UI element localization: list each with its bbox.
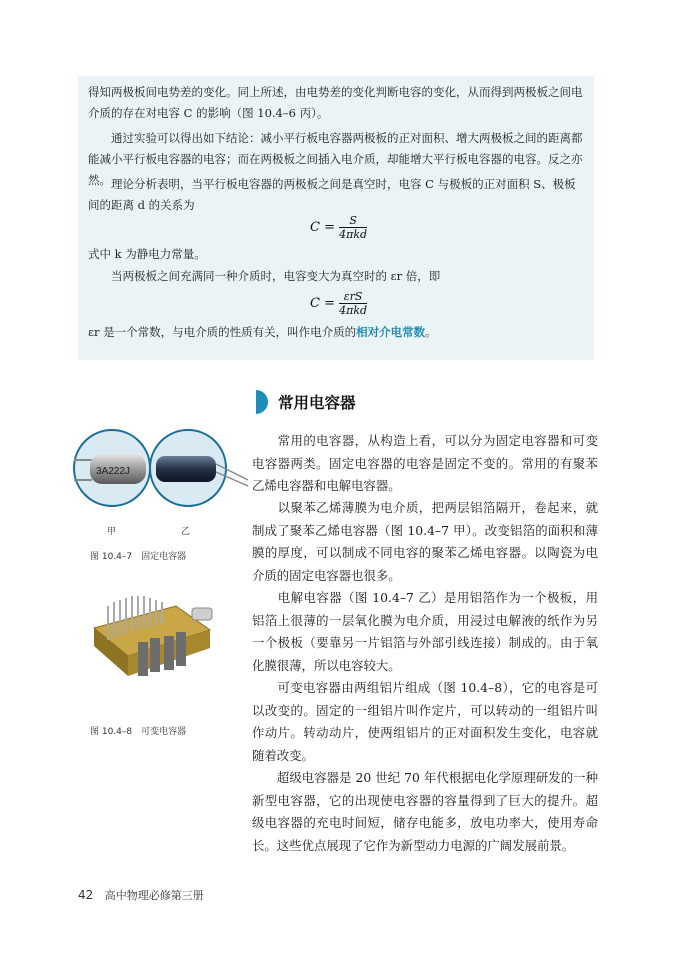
- formula-fraction: [339, 214, 367, 241]
- figure-label-a: 甲: [107, 527, 117, 537]
- electrolytic-capacitor: [156, 456, 216, 482]
- body-paragraph-2: 以聚苯乙烯薄膜为电介质，把两层铝箔隔开，卷起来，就制成了聚苯乙烯电容器（图 10.4–7 甲）。改变铝箔的面积和薄膜的厚度，可以制成不同电容的聚苯乙烯电容器。以陶瓷为电介质的固定电容器也很多。: [252, 500, 598, 583]
- formula-numerator: S: [339, 214, 367, 228]
- formula-vacuum: [310, 214, 367, 241]
- book-title: 高中物理必修第三册: [104, 889, 204, 902]
- formula-lhs: C =: [310, 296, 335, 311]
- box-paragraph-6: [88, 322, 584, 343]
- figure-fixed-capacitors: [70, 428, 250, 510]
- formula-dielectric: [310, 290, 367, 317]
- p6-text: εr 是一个常数，与电介质的性质有关，叫作电介质的: [88, 325, 357, 339]
- page-footer: [78, 887, 204, 903]
- formula-denominator: 4πkd: [339, 228, 368, 241]
- figure-caption-variable: 图 10.4–8 可变电容器: [90, 727, 187, 737]
- formula-denominator: 4πkd: [339, 304, 368, 317]
- p6-end: 。: [425, 325, 437, 339]
- body-paragraph-1: 常用的电容器，从构造上看，可以分为固定电容器和可变电容器两类。固定电容器的电容是固定不变的。常用的有聚苯乙烯电容器和电解电容器。: [252, 433, 598, 493]
- capacitor-print: 3A222J: [96, 466, 130, 477]
- section-title: 常用电容器: [278, 394, 356, 412]
- term-relative-permittivity: 相对介电常数: [356, 325, 426, 339]
- formula-fraction: [339, 290, 367, 317]
- figure-label-b: 乙: [181, 527, 191, 537]
- knowledge-box: [78, 76, 594, 360]
- box-paragraph-4: 式中 k 为静电力常量。: [88, 247, 206, 261]
- figure-caption-fixed: 图 10.4–7 固定电容器: [90, 552, 187, 562]
- body-paragraph-3: 电解电容器（图 10.4–7 乙）是用铝箔作为一个极板，用铝箔上很薄的一层氧化膜为电介质，用浸过电解液的纸作为另一个极板（要靠另一片铝箔与外部引线连接）制成的。由于氧化膜很薄，所以电容较大。: [252, 590, 598, 673]
- formula-lhs: C =: [310, 220, 335, 235]
- body-paragraph-4: 可变电容器由两组铝片组成（图 10.4–8），它的电容是可以改变的。固定的一组铝片叫作定片，可以转动的一组铝片叫作动片。转动动片，使两组铝片的正对面积发生变化，电容就随着改变。: [252, 680, 598, 763]
- box-paragraph-2: 通过实验可以得出如下结论：减小平行板电容器两极板的正对面积、增大两极板之间的距离都能减小平行板电容器的电容；而在两极板之间插入电介质，却能增大平行板电容器的电容。反之亦然。: [88, 131, 583, 187]
- figure-variable-capacitor: [84, 588, 220, 700]
- section-marker-icon: [256, 390, 268, 414]
- box-paragraph-5: 当两极板之间充满同一种介质时，电容变大为真空时的 εr 倍，即: [111, 269, 441, 283]
- section-heading: [256, 389, 356, 415]
- box-paragraph-1: 得知两极板间电势差的变化。同上所述，由电势差的变化判断电容的变化，从而得到两极板之间电介质的存在对电容 C 的影响（图 10.4–6 丙）。: [88, 85, 583, 120]
- formula-numerator: εrS: [339, 290, 367, 304]
- box-paragraph-3: 理论分析表明，当平行板电容器的两极板之间是真空时，电容 C 与极板的正对面积 S、极板间的距离 d 的关系为: [88, 177, 576, 212]
- page-number: 42: [78, 888, 94, 902]
- body-paragraph-5: 超级电容器是 20 世纪 70 年代根据电化学原理研发的一种新型电容器，它的出现使电容器的容量得到了巨大的提升。超级电容器的充电时间短，储存电能多，放电功率大，使用寿命长。这些优点展现了它作为新型动力电源的广阔发展前景。: [252, 770, 598, 853]
